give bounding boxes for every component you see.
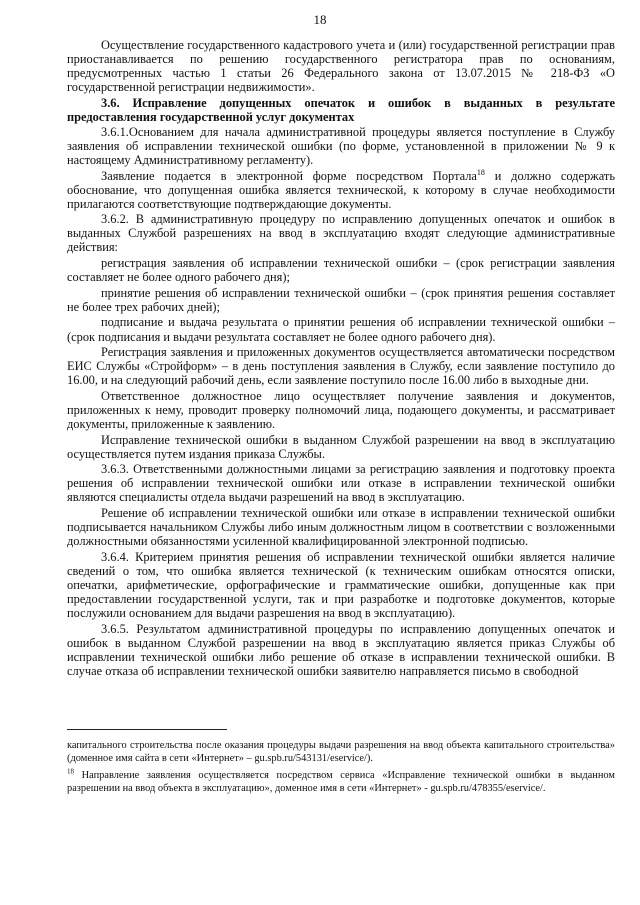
paragraph-3-6-1: 3.6.1.Основанием для начала административной процедуры является поступление в Службу заявления об исправлении технической ошибки (по форме, установленной в приложении № 9 к настоящему Административному регламенту). <box>67 124 615 167</box>
footnote-marker-18: 18 <box>67 767 74 776</box>
list-item-decision: принятие решения об исправлении технической ошибки – (срок принятия решения составляет не более трех рабочих дней); <box>67 285 615 314</box>
paragraph-3-6-4: 3.6.4. Критерием принятия решения об исправлении технической ошибки является наличие сведений о том, что ошибка является технической (к техническим ошибкам относятся описки, опечатки, арифметические, орфографические и грамматические ошибки, допущенные как при предоставлении государственной услуги, так и при разработке и подготовке документов, которые послужили основанием для выдачи разрешения на ввод в эксплуатацию). <box>67 549 615 620</box>
paragraph-application-portal <box>67 169 615 211</box>
list-item-registration: регистрация заявления об исправлении технической ошибки – (срок регистрации заявления составляет не более одного рабочего дня); <box>67 256 615 285</box>
paragraph-registration-automatic: Регистрация заявления и приложенных документов осуществляется автоматически посредством ЕИС Службы «Стройформ» – в день поступления заявления в Службу, если заявление поступило до 16.00, и на следующий рабочий день, если заявление поступило после 16.00 либо в выходные дни. <box>67 345 615 388</box>
paragraph-correction-order: Исправление технической ошибки в выданном Службой разрешении на ввод в эксплуатацию осуществляется путем издания приказа Службы. <box>67 432 615 461</box>
paragraph-registration-suspension: Осуществление государственного кадастрового учета и (или) государственной регистрации прав приостанавливается по решению государственного регистратора прав по основаниям, предусмотренных частью 1 статьи 26 Федерального закона от 13.07.2015 № 218-ФЗ «О государственной регистрации недвижимости». <box>67 38 615 95</box>
paragraph-application-portal-text: Заявление подается в электронной форме посредством Портала <box>101 168 477 183</box>
footnotes <box>67 740 615 800</box>
paragraph-application-portal-rest: и должно содержать обоснование, что допущенная ошибка является технической, к которому в случае необходимости прилагаются соответствующие подтверждающие документы. <box>67 168 615 211</box>
paragraph-3-6-3: 3.6.3. Ответственными должностными лицами за регистрацию заявления и подготовку проекта решения об исправлении технической ошибки или отказе в исправлении технической ошибки являются специалисты отдела выдачи разрешений на ввод в эксплуатацию. <box>67 462 615 505</box>
footnote-continuation: капитального строительства после оказания процедуры выдачи разрешения на ввод объекта капитального строительства» (доменное имя сайта в сети «Интернет» – gu.spb.ru/543131/eservice/). <box>67 740 615 764</box>
footnote-divider <box>67 729 227 730</box>
paragraph-3-6-2: 3.6.2. В административную процедуру по исправлению допущенных опечаток и ошибок в выданных Службой разрешениях на ввод в эксплуатацию входят следующие административные действия: <box>67 212 615 255</box>
footnote-18 <box>67 767 615 795</box>
footnote-18-text: Направление заявления осуществляется посредством сервиса «Исправление технической ошибки в выданном разрешении на ввод объекта в эксплуатацию», доменное имя в сети «Интернет» - gu.spb.ru/478355/eservice/. <box>67 770 615 794</box>
paragraph-decision-signing: Решение об исправлении технической ошибки или отказе в исправлении технической ошибки подписывается начальником Службы либо иным должностным лицом в соответствии с возложенными должностными обязанностями усиленной квалифицированной электронной подписью. <box>67 506 615 549</box>
paragraph-3-6-5: 3.6.5. Результатом административной процедуры по исправлению допущенных опечаток и ошибок в выданном Службой разрешении на ввод в эксплуатацию является приказ Службы об исправлении технической ошибки либо решение об отказе в исправлении технической ошибки. В случае отказа об исправлении технической ошибки заявителю направляется письмо в свободной <box>67 621 615 678</box>
paragraph-responsible-official: Ответственное должностное лицо осуществляет получение заявления и документов, приложенных к нему, проводит проверку полномочий лица, подающего документы, и рассматривает документы, приложенные к заявлению. <box>67 388 615 431</box>
section-heading-3-6: 3.6. Исправление допущенных опечаток и ошибок в выданных в результате предоставления государственной услуг документах <box>67 95 615 124</box>
list-item-signing: подписание и выдача результата о принятии решения об исправлении технической ошибки – (срок подписания и выдачи результата составляет не более одного рабочего дня). <box>67 315 615 344</box>
page-number: 18 <box>313 12 327 27</box>
footnote-ref-18[interactable]: 18 <box>476 167 485 177</box>
document-body <box>67 38 615 679</box>
